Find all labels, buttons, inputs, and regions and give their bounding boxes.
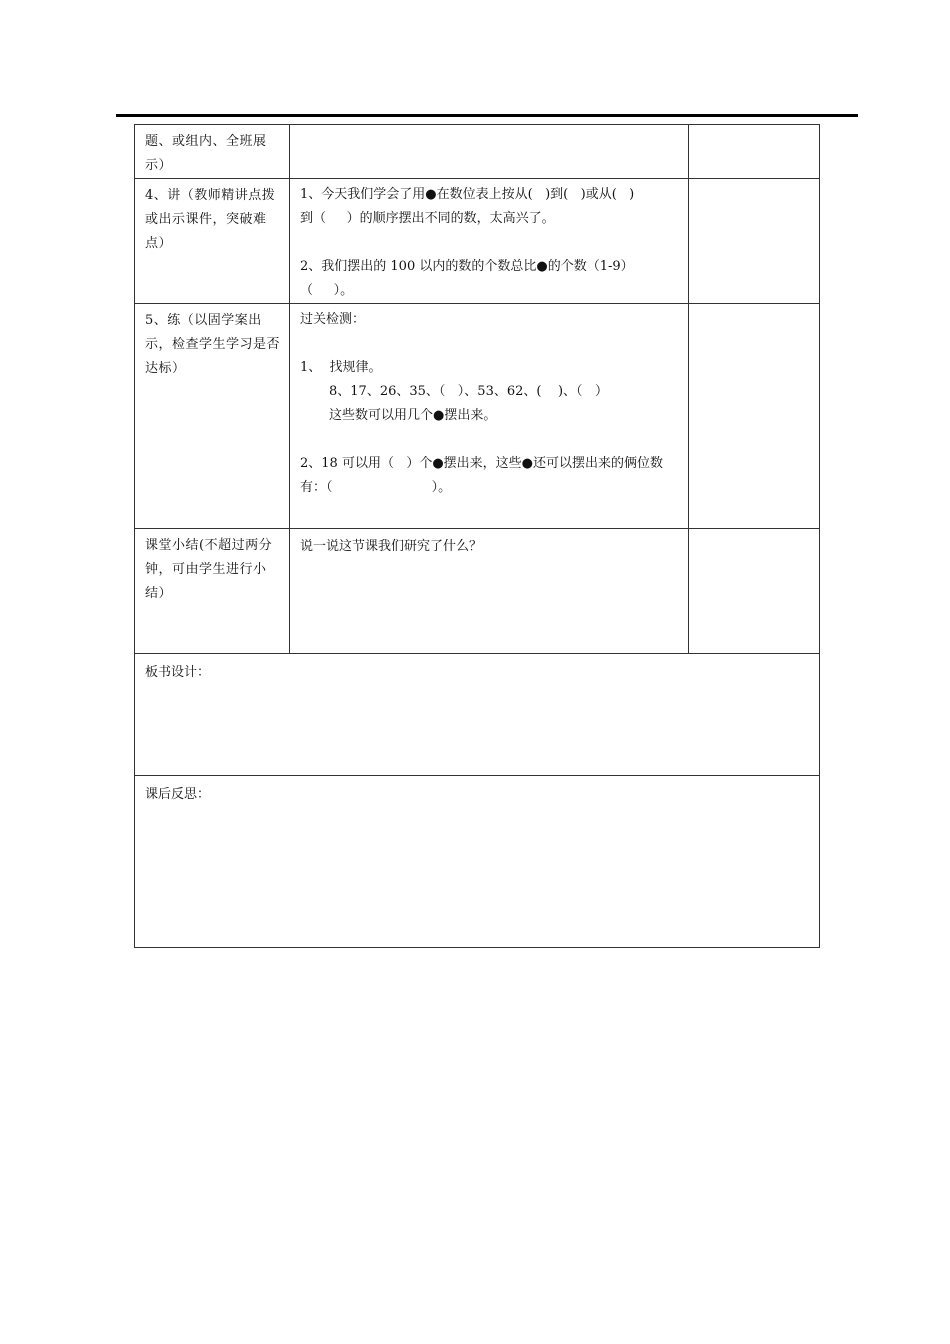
table-row (135, 179, 820, 304)
table-row (135, 529, 820, 654)
stage-label: 题、或组内、全班展示） (145, 134, 267, 173)
notes-cell (689, 179, 820, 304)
table-row (135, 304, 820, 529)
board-design-cell (135, 654, 820, 776)
table-row (135, 776, 820, 948)
stage-label: 4、讲（教师精讲点拨或出示课件，突破难点） (145, 188, 276, 251)
content-line: 1、今天我们学会了用●在数位表上按从( )到( )或从( ) (300, 187, 635, 202)
content-line: 2、18 可以用（ ）个●摆出来，这些●还可以摆出来的俩位数 (300, 456, 664, 471)
stage-cell (135, 529, 290, 654)
stage-label: 课堂小结(不超过两分钟，可由学生进行小结） (145, 538, 273, 601)
table-row (135, 125, 820, 179)
header-rule (116, 114, 858, 117)
notes-cell (689, 304, 820, 529)
content-line: 到（ ）的顺序摆出不同的数，太高兴了。 (300, 211, 555, 226)
stage-cell (135, 125, 290, 179)
stage-cell (135, 179, 290, 304)
content-line: 1、 找规律。 (300, 360, 382, 375)
stage-cell (135, 304, 290, 529)
lesson-plan-table (134, 124, 820, 948)
stage-label: 5、练（以固学案出示，检查学生学习是否达标） (145, 313, 281, 376)
reflection-cell (135, 776, 820, 948)
notes-cell (689, 529, 820, 654)
content-line: （ ）。 (300, 283, 354, 298)
content-line: 过关检测： (300, 312, 366, 327)
notes-cell (689, 125, 820, 179)
content-line: 这些数可以用几个●摆出来。 (329, 408, 497, 423)
content-cell (290, 304, 689, 529)
content-line: 有：（ ）。 (300, 480, 452, 495)
content-line: 说一说这节课我们研究了什么？ (300, 539, 483, 554)
reflection-label: 课后反思： (145, 787, 211, 802)
content-line: 8、17、26、35、（ ）、53、62、( )、（ ） (329, 384, 608, 399)
content-cell (290, 125, 689, 179)
content-line: 2、我们摆出的 100 以内的数的个数总比●的个数（1-9） (300, 259, 634, 274)
table-row (135, 654, 820, 776)
content-cell (290, 529, 689, 654)
board-design-label: 板书设计： (145, 665, 211, 680)
content-cell (290, 179, 689, 304)
